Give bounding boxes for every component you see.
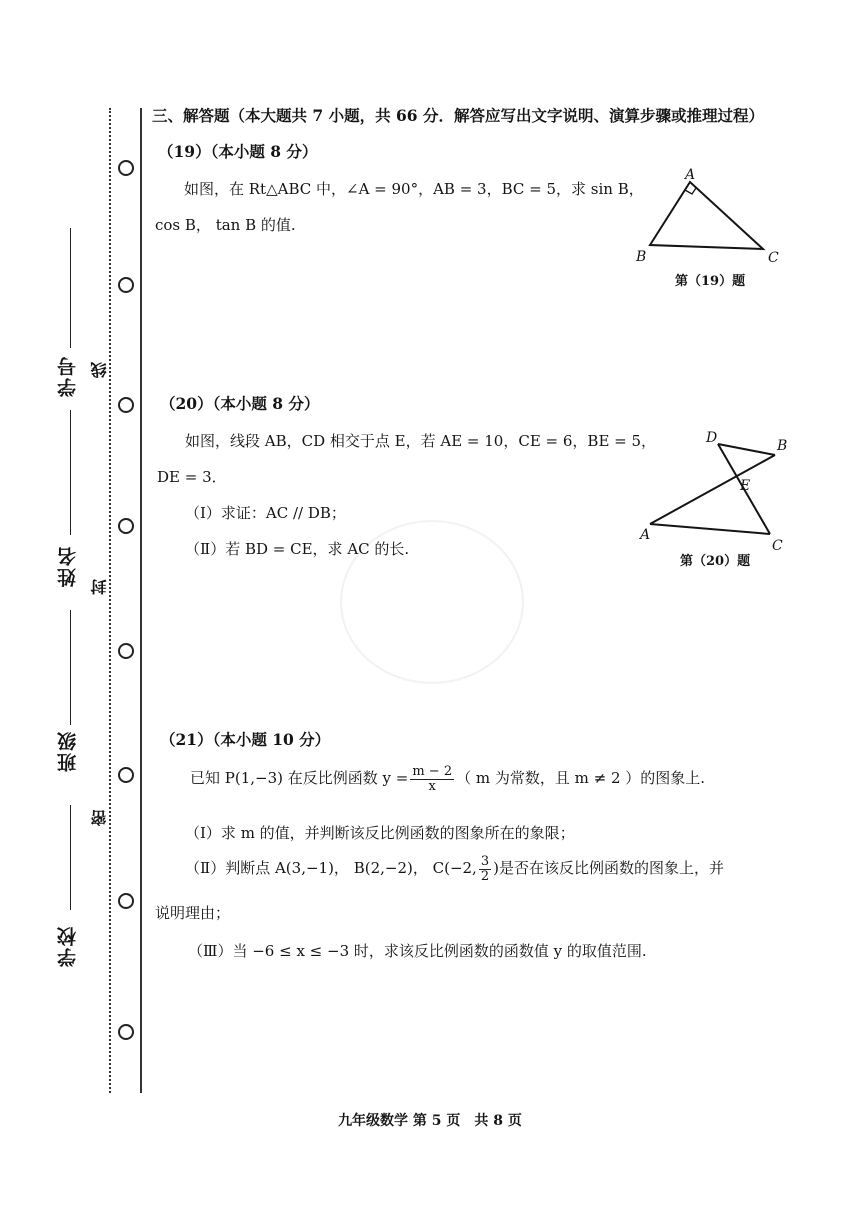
- segment-db: [718, 444, 775, 455]
- seal-word-secret: 密: [90, 808, 109, 826]
- binding-hole: [118, 518, 134, 534]
- vertex-label-b: B: [636, 249, 647, 265]
- q21-stem-fraction: [410, 765, 454, 794]
- q19-header: （19）（本小题 8 分）: [158, 142, 318, 161]
- q21-part2-after: )是否在该反比例函数的图象上，并: [493, 859, 724, 877]
- point-label-d: D: [706, 430, 718, 446]
- margin-solid-line: [140, 108, 142, 1093]
- q19-text-line2: cos B， tan B 的值.: [155, 216, 296, 234]
- binding-hole: [118, 643, 134, 659]
- q20-text-line2: DE = 3．: [157, 468, 227, 486]
- binding-hole: [118, 397, 134, 413]
- binding-hole: [118, 1024, 134, 1040]
- point-label-b: B: [777, 438, 788, 454]
- q21-part2-fraction: [479, 855, 491, 884]
- q20-figure-caption: 第（20）题: [680, 554, 751, 569]
- q19-triangle-figure: [628, 165, 788, 270]
- school-blank[interactable]: [70, 805, 71, 910]
- q21-part2-line2: 说明理由；: [155, 904, 231, 922]
- fraction-denominator: x: [428, 778, 436, 794]
- q20-header: （20）（本小题 8 分）: [160, 394, 320, 413]
- q21-stem-after: （ m 为常数，且 m ≠ 2 ）的图象上.: [456, 769, 706, 787]
- q21-stem-before: 已知 P(1,−3) 在反比例函数 y =: [190, 769, 409, 787]
- q21-part2: [185, 852, 724, 884]
- q21-part1: （Ⅰ）求 m 的值，并判断该反比例函数的图象所在的象限；: [185, 824, 575, 842]
- binding-hole: [118, 893, 134, 909]
- q20-text-line1: 如图，线段 AB，CD 相交于点 E，若 AE = 10，CE = 6，BE = 5，: [185, 432, 657, 450]
- segment-ac: [650, 524, 770, 534]
- q19-text-line1: 如图，在 Rt△ABC 中，∠A = 90°，AB = 3，BC = 5，求 sin B，: [184, 180, 644, 198]
- q19-figure-caption: 第（19）题: [675, 274, 746, 289]
- seal-word-seal: 封: [90, 577, 109, 595]
- binding-hole: [118, 277, 134, 293]
- student-id-blank[interactable]: [70, 228, 71, 348]
- seal-word-line: 线: [90, 360, 109, 378]
- point-label-c: C: [772, 538, 783, 554]
- vertex-label-a: A: [685, 167, 696, 183]
- student-id-label: 学号: [57, 355, 79, 397]
- q20-figure: [630, 428, 800, 558]
- point-label-a: A: [640, 527, 651, 543]
- q20-part2: （Ⅱ）若 BD = CE，求 AC 的长.: [185, 540, 410, 558]
- q21-part3: （Ⅲ）当 −6 ≤ x ≤ −3 时，求该反比例函数的函数值 y 的取值范围.: [188, 942, 647, 960]
- class-blank[interactable]: [70, 610, 71, 725]
- fraction-numerator: 3: [480, 853, 490, 869]
- name-blank[interactable]: [70, 410, 71, 535]
- triangle-abc: [650, 182, 763, 249]
- point-label-e: E: [740, 478, 751, 494]
- q21-part2-before: （Ⅱ）判断点 A(3,−1)， B(2,−2)， C(−2,: [185, 859, 477, 877]
- class-label: 班级: [57, 730, 79, 772]
- fraction-numerator: m − 2: [412, 763, 453, 779]
- q21-header: （21）（本小题 10 分）: [160, 730, 331, 749]
- section-title: 三、解答题（本大题共 7 小题，共 66 分．解答应写出文字说明、演算步骤或推理过程）: [152, 106, 764, 125]
- fraction-denominator: 2: [480, 868, 490, 884]
- segment-ab: [650, 455, 775, 524]
- name-label: 姓名: [57, 545, 79, 587]
- binding-hole: [118, 160, 134, 176]
- school-label: 学校: [57, 925, 79, 967]
- q21-stem: [190, 762, 705, 794]
- page-footer: 九年级数学 第 5 页 共 8 页: [338, 1113, 522, 1129]
- vertex-label-c: C: [768, 250, 779, 266]
- binding-hole: [118, 767, 134, 783]
- q20-part1: （Ⅰ）求证：AC // DB；: [185, 504, 346, 522]
- margin-dotted-line: [109, 108, 111, 1093]
